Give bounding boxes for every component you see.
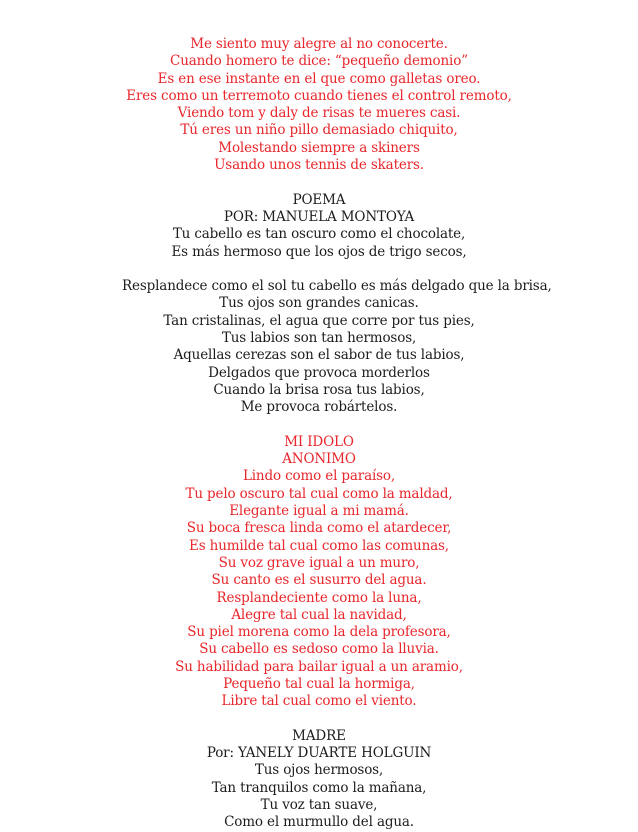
poem-line: Es más hermoso que los ojos de trigo secos, bbox=[171, 243, 467, 260]
poem-line: Es humilde tal cual como las comunas, bbox=[189, 537, 449, 554]
poem-line: Su boca fresca linda como el atardecer, bbox=[186, 520, 452, 537]
poem-line: Su canto es el susurro del agua. bbox=[211, 572, 427, 589]
poem-line: Tus ojos hermosos, bbox=[254, 762, 384, 779]
poem-line: Elegante igual a mi mamá. bbox=[229, 503, 409, 520]
poem-line: Me provoca robártelos. bbox=[240, 399, 398, 416]
poem-line: Tu voz tan suave, bbox=[260, 797, 378, 814]
poem-4 bbox=[0, 728, 638, 832]
poem-title: MADRE bbox=[292, 727, 346, 744]
poem-line: Es en ese instante en el que como galletas oreo. bbox=[157, 70, 481, 87]
poem-line: Pequeño tal cual la hormiga, bbox=[223, 675, 415, 692]
poem-3 bbox=[0, 434, 638, 711]
poem-line: Tan cristalinas, el agua que corre por tus pies, bbox=[163, 312, 475, 329]
poem-line: Cuando la brisa rosa tus labios, bbox=[213, 381, 425, 398]
poem-line: Molestando siempre a skiners bbox=[218, 139, 420, 156]
poem-line: Su habilidad para bailar igual a un aramio, bbox=[175, 658, 463, 675]
stanza-gap bbox=[0, 417, 638, 434]
poem-line: Su piel morena como la dela profesora, bbox=[187, 624, 451, 641]
poem-line: Delgados que provoca morderlos bbox=[208, 364, 430, 381]
poem-line: Como el murmullo del agua. bbox=[224, 814, 414, 831]
poem-line: Tu cabello es tan oscuro como el chocolate, bbox=[172, 226, 466, 243]
stanza-gap bbox=[0, 711, 638, 728]
poem-1 bbox=[0, 36, 638, 174]
poem-line: Tú eres un niño pillo demasiado chiquito, bbox=[180, 122, 458, 139]
poem-line: Usando unos tennis de skaters. bbox=[214, 157, 424, 174]
poem-line: Aquellas cerezas son el sabor de tus labios, bbox=[173, 347, 465, 364]
poem-line: Tus labios son tan hermosos, bbox=[221, 330, 417, 347]
poem-line: Viendo tom y daly de risas te mueres casi. bbox=[177, 105, 461, 122]
poem-line: Eres como un terremoto cuando tienes el control remoto, bbox=[126, 87, 512, 104]
poem-line: Su voz grave igual a un muro, bbox=[218, 554, 420, 571]
poem-line-long: Resplandece como el sol tu cabello es más delgado que la brisa, bbox=[122, 278, 552, 295]
poem-line: Alegre tal cual la navidad, bbox=[231, 606, 407, 623]
poem-line: Tus ojos son grandes canicas. bbox=[219, 295, 419, 312]
poem-author: ANONIMO bbox=[282, 451, 356, 468]
poem-title: MI IDOLO bbox=[284, 433, 354, 450]
stanza-gap bbox=[0, 261, 638, 278]
poem-line: Su cabello es sedoso como la lluvia. bbox=[199, 641, 439, 658]
stanza-gap bbox=[0, 174, 638, 191]
poem-line: Me siento muy alegre al no conocerte. bbox=[190, 36, 448, 52]
document-page bbox=[0, 36, 638, 832]
poem-author: POR: MANUELA MONTOYA bbox=[223, 208, 415, 225]
poem-line: Tan tranquilos como la mañana, bbox=[211, 779, 427, 796]
poem-line: Tu pelo oscuro tal cual como la maldad, bbox=[185, 485, 453, 502]
poem-2 bbox=[0, 192, 638, 417]
poem-line: Lindo como el paraíso, bbox=[242, 468, 396, 485]
poem-line: Cuando homero te dice: “pequeño demonio” bbox=[170, 53, 468, 70]
poem-line: Resplandeciente como la luna, bbox=[216, 589, 422, 606]
poem-line: Libre tal cual como el viento. bbox=[221, 693, 417, 710]
poem-title: POEMA bbox=[292, 191, 346, 208]
poem-author: Por: YANELY DUARTE HOLGUIN bbox=[206, 745, 432, 762]
